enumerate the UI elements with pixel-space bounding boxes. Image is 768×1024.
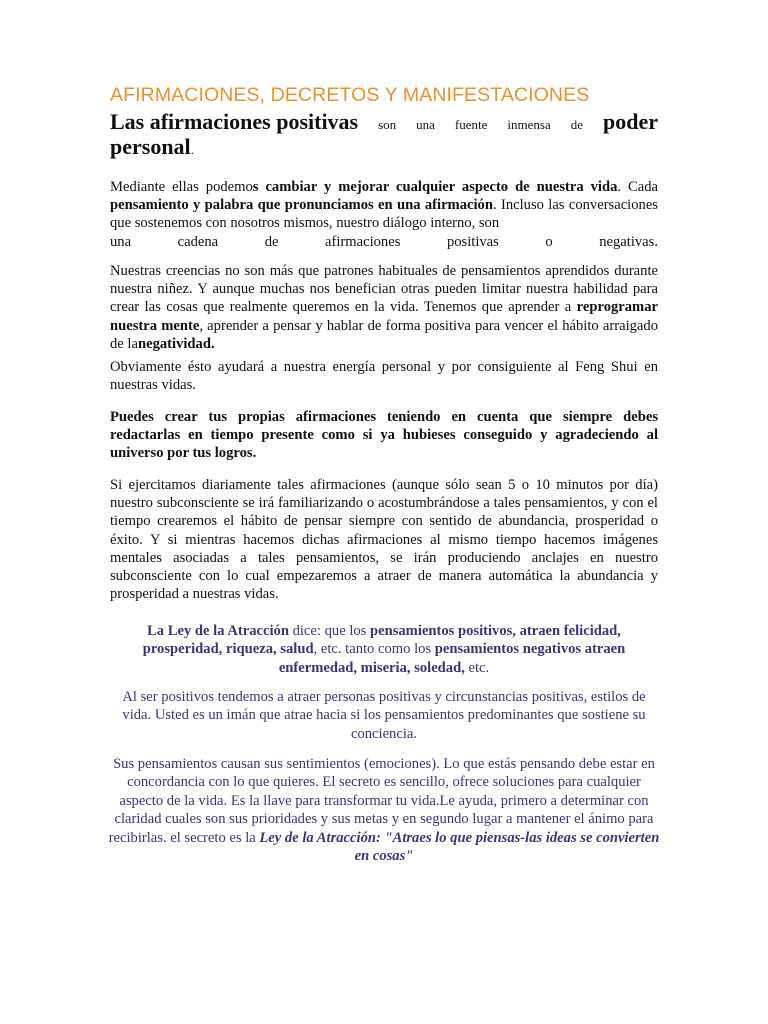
- paragraph-ser-positivos: Al ser positivos tendemos a atraer personas positivas y circunstancias positivas, estilos de vida. Usted es un imán que atrae hacia si los pensamientos predominantes que sostiene su conciencia.: [122, 689, 646, 742]
- bold-italic-run: Ley de la Atracción: "Atraes lo que piensas-las ideas se convierten en cosas": [259, 829, 660, 865]
- paragraph-1: [110, 178, 658, 251]
- lead-word: de: [570, 117, 583, 132]
- paragraph-pensamientos: [108, 755, 660, 865]
- lead-word: fuente: [454, 117, 488, 132]
- paragraph-4: [110, 408, 658, 463]
- lead-word: son: [378, 117, 397, 132]
- word: una: [110, 233, 132, 250]
- paragraph-2: [110, 262, 658, 353]
- word: afirmaciones: [325, 233, 401, 250]
- lead-word: una: [416, 117, 435, 132]
- bold-run: pensamientos negativos atraen enfermedad, miseria, soledad,: [278, 641, 626, 676]
- text-run: Mediante ellas podemo: [110, 179, 253, 195]
- lead-word: inmensa: [507, 117, 551, 132]
- lead-emphasis: poder: [602, 109, 658, 134]
- lead-emphasis: personal: [110, 134, 191, 159]
- word: cadena: [177, 233, 219, 250]
- lead-phrase: Las afirmaciones positivas: [110, 109, 359, 134]
- text-run: Sus pensamientos causan sus sentimientos (emociones). Lo que estás pensando debe estar en concordancia con lo que quieres. El secreto es sencillo, ofrece soluciones para cualquier aspecto de la vida. Es la llave para transformar tu vida.Le ayuda, primero a determinar con claridad cuales son sus prioridades y sus metas y en segundo lugar a mantener el ánimo para recibirlas. el secreto es la: [108, 756, 655, 846]
- bold-run: pensamientos positivos, atraen felicidad, prosperidad, riqueza, salud: [142, 623, 621, 658]
- word: positivas: [446, 233, 499, 250]
- bold-run: reprogramar nuestra mente: [110, 299, 658, 334]
- text-run: . Cada: [617, 179, 658, 195]
- bold-run: La Ley de la Atracción: [147, 623, 289, 639]
- lead-period: .: [190, 142, 194, 157]
- paragraph-3: Obviamente ésto ayudará a nuestra energía personal y por consiguiente al Feng Shui en nuestras vidas.: [110, 359, 658, 394]
- bold-run: negatividad.: [137, 335, 215, 352]
- word: o: [545, 233, 553, 250]
- text-run: , aprender a pensar y hablar de forma positiva para vencer el hábito arraigado de la: [110, 317, 658, 352]
- bold-run: s cambiar y mejorar cualquier aspecto de nuestra vida: [252, 179, 618, 195]
- paragraph-5: Si ejercitamos diariamente tales afirmaciones (aunque sólo sean 5 o 10 minutos por día) nuestro subconsciente se irá familiarizando o acostumbrándose a tales pensamientos, y con el tiempo crearemos el hábito de pensar siempre con sentido de abundancia, prosperidad o éxito. Y si mientras hacemos dichas afirmaciones al mismo tiempo hacemos imágenes mentales asociadas a tales pensamientos, se irán produciendo anclajes en nuestro subconsciente con lo cual empezaremos a atraer de manera automática la abundancia y prosperidad a nuestras vidas.: [110, 477, 658, 603]
- bold-run: Puedes crear tus propias afirmaciones teniendo en cuenta que siempre debes redactarlas en tiempo presente como si ya hubieses conseguido y agradeciendo al universo por tus logros.: [110, 409, 658, 462]
- word: de: [264, 233, 279, 250]
- text-run: etc.: [464, 659, 490, 676]
- word: negativas.: [599, 233, 658, 250]
- text-run: . Incluso las conversaciones que sostenemos con nosotros mismos, nuestro diálogo interno, son: [110, 197, 658, 232]
- text-run: dice: que los: [288, 623, 370, 639]
- document-title: AFIRMACIONES, DECRETOS Y MANIFESTACIONES: [110, 84, 590, 106]
- justified-last-line: [110, 233, 658, 251]
- bold-run: pensamiento y palabra que pronunciamos en una afirmación: [110, 197, 493, 214]
- text-run: , etc. tanto como los: [313, 641, 435, 658]
- lead-line-2: [110, 134, 658, 163]
- paragraph-ley-atraccion: [115, 622, 653, 677]
- text-run: Nuestras creencias no son más que patrones habituales de pensamientos aprendidos durante nuestra niñez. Y aunque muchas nos benefician otras pueden limitar nuestra habilidad para crear las cosas que realmente queremos en la vida. Tenemos que aprender a: [110, 263, 658, 316]
